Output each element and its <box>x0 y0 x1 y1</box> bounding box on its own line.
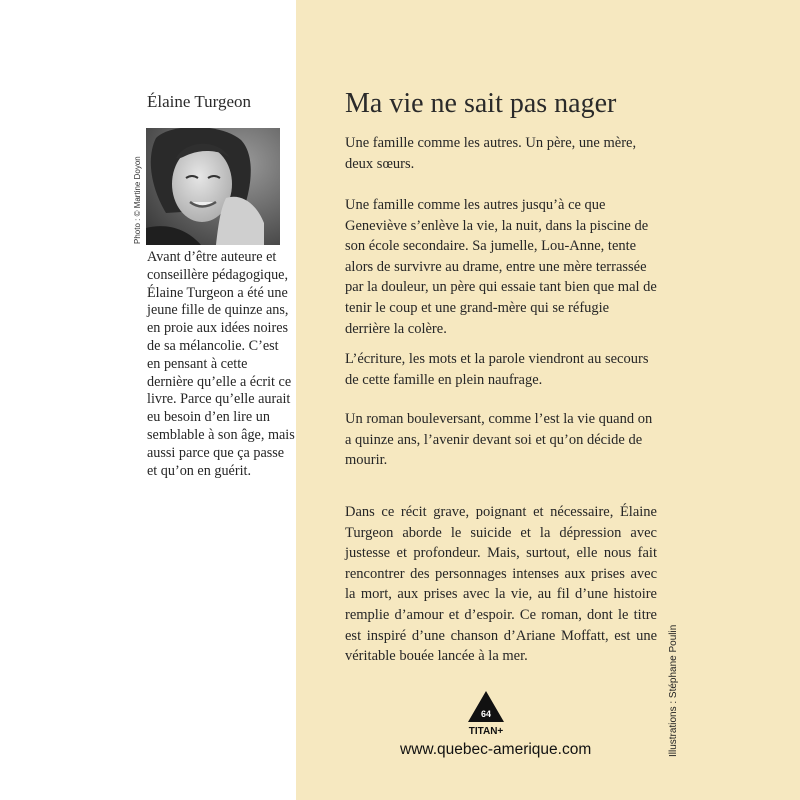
author-bio <box>147 249 295 480</box>
paragraph-4 <box>345 409 657 471</box>
portrait-image <box>146 128 280 245</box>
logo-number: 64 <box>480 709 492 719</box>
photo-credit: Photo : © Martine Doyon <box>133 156 142 244</box>
author-bio-text: Avant d’être auteure et conseillère pédagogique, Élaine Turgeon a été une jeune fille de quinze ans, en proie aux idées noires de sa mélancolie. C’est en pensant à cette dernière qu’elle a écrit ce livre. Parce qu’elle aurait eu besoin d’en lire un semblable à son âge, mais aussi parce que ça passe et qu’on en guérit. <box>147 249 295 479</box>
author-portrait <box>146 128 280 245</box>
paragraph-5 <box>345 502 657 667</box>
logo-name: TITAN+ <box>468 726 504 736</box>
illustration-credit: Illustrations : Stéphane Poulin <box>668 624 679 757</box>
book-title: Ma vie ne sait pas nager <box>345 88 617 119</box>
paragraph-1 <box>345 133 657 174</box>
author-name: Élaine Turgeon <box>147 92 252 111</box>
paragraph-1-text: Une famille comme les autres. Un père, une mère, deux sœurs. <box>345 135 637 172</box>
paragraph-3 <box>345 349 657 390</box>
right-panel <box>296 0 800 800</box>
titan-logo <box>466 690 506 736</box>
publisher-website: www.quebec-amerique.com <box>400 741 592 758</box>
paragraph-2 <box>345 195 657 339</box>
paragraph-3-text: L’écriture, les mots et la parole viendront au secours de cette famille en plein naufrage. <box>345 351 649 388</box>
paragraph-5-text: Dans ce récit grave, poignant et nécessaire, Élaine Turgeon aborde le suicide et la dépression avec justesse et profondeur. Mais, surtout, elle nous fait rencontrer des personnages intenses aux prises avec la mort, aux prises avec la vie, au fil d’une histoire remplie d’amour et d’espoir. Ce roman, dont le titre est inspiré d’une chanson d’Ariane Moffatt, est une véritable bouée lancée à la mer. <box>345 504 657 665</box>
paragraph-2-text: Une famille comme les autres jusqu’à ce que Geneviève s’enlève la vie, la nuit, dans la piscine de son école secondaire. Sa jumelle, Lou-Anne, tente alors de survivre au drame, entre une mère terrassée par la douleur, un père qui essaie tant bien que mal de tenir le coup et une grand-mère qui se réfugie derrière la colère. <box>345 197 657 337</box>
paragraph-4-text: Un roman bouleversant, comme l’est la vie quand on a quinze ans, l’avenir devant soi et qu’on décide de mourir. <box>345 411 653 469</box>
